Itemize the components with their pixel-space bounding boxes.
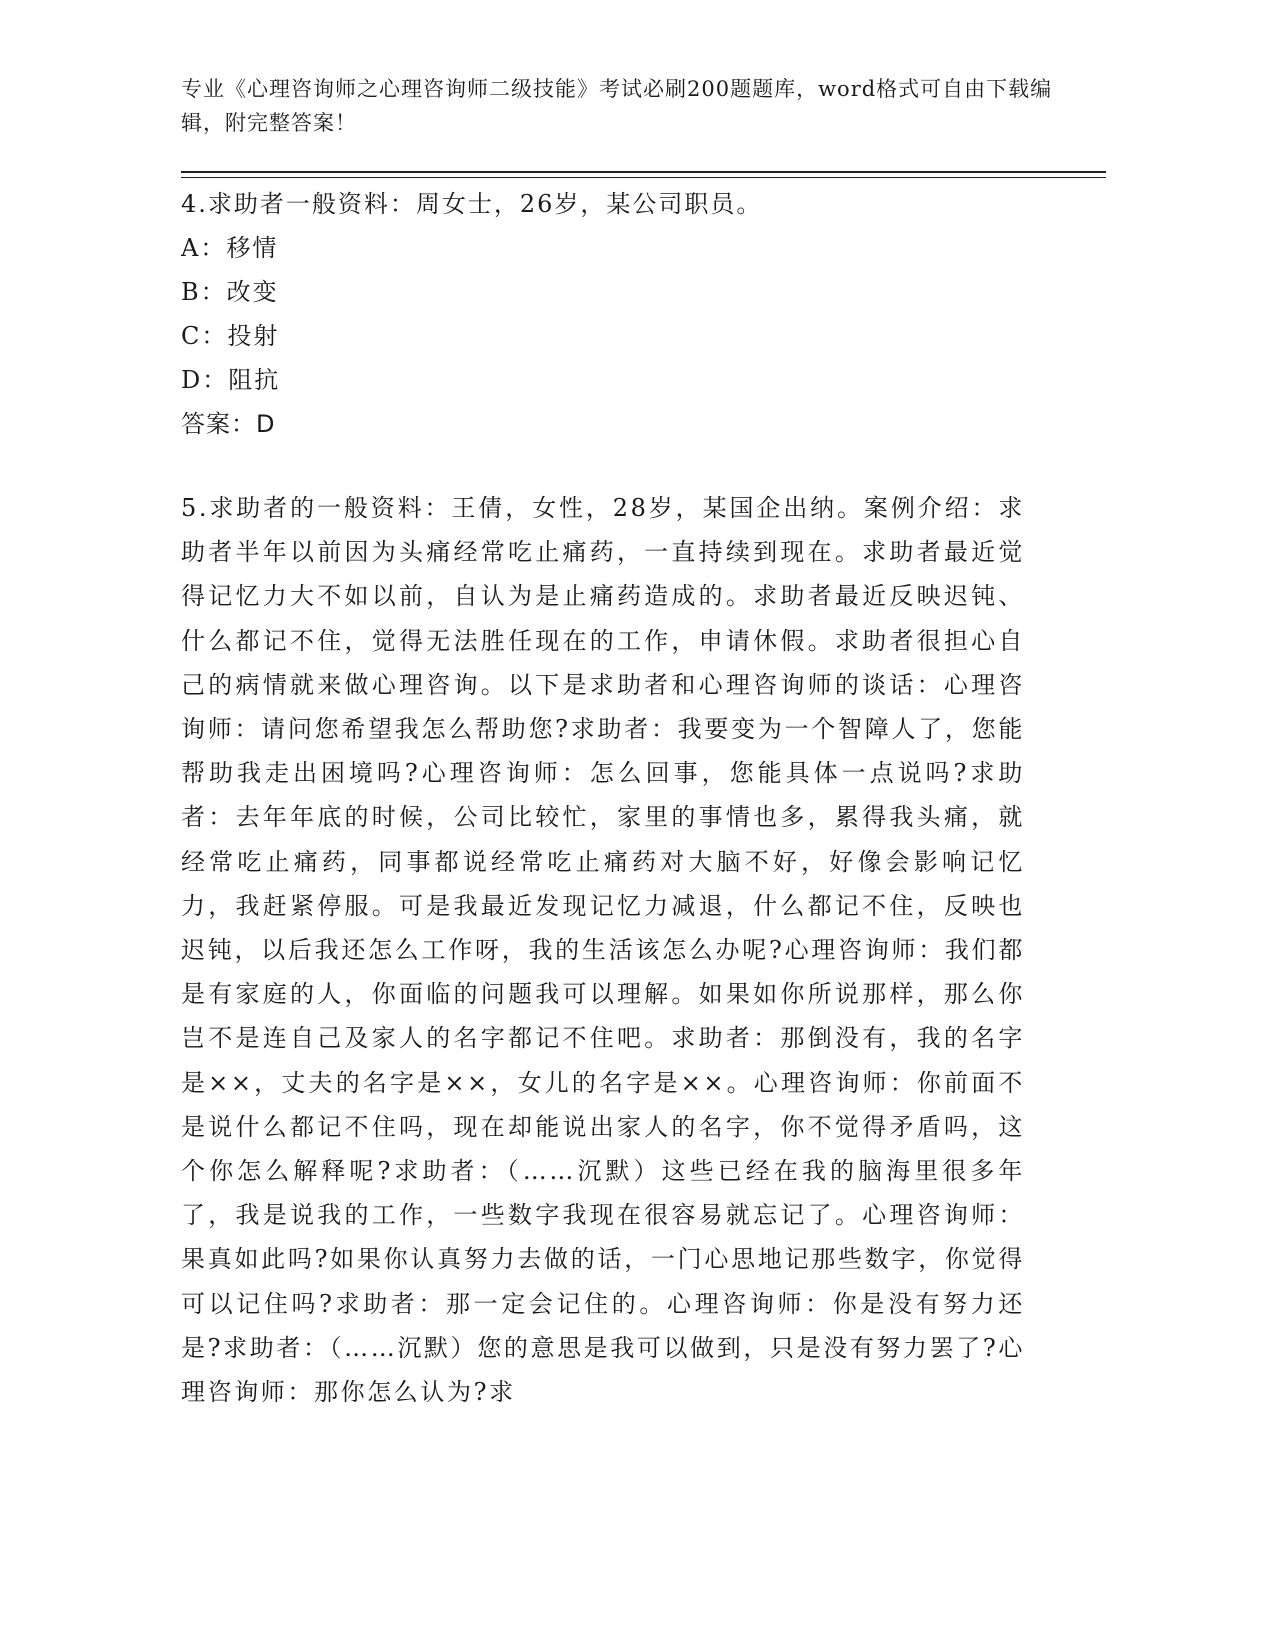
option-a: A：移情 xyxy=(181,234,279,262)
option-c: C：投射 xyxy=(181,322,280,350)
header-divider-thin xyxy=(181,177,1106,178)
option-b: B：改变 xyxy=(181,278,279,306)
question-5: 5.求助者的一般资料：王倩，女性，28岁，某国企出纳。案例介绍：求助者半年以前因为头痛经常吃止痛药，一直持续到现在。求助者最近觉得记忆力大不如以前，自认为是止痛药造成的。求助者最近反映迟钝、什么都记不住，觉得无法胜任现在的工作，申请休假。求助者很担心自己的病情就来做心理咨询。以下是求助者和心理咨询师的谈话：心理咨询师：请问您希望我怎么帮助您?求助者：我要变为一个智障人了，您能帮助我走出困境吗?心理咨询师：怎么回事，您能具体一点说吗?求助者：去年年底的时候，公司比较忙，家里的事情也多，累得我头痛，就经常吃止痛药，同事都说经常吃止痛药对大脑不好，好像会影响记忆力，我赶紧停服。可是我最近发现记忆力减退，什么都记不住，反映也迟钝，以后我还怎么工作呀，我的生活该怎么办呢?心理咨询师：我们都是有家庭的人，你面临的问题我可以理解。如果如你所说那样，那么你岂不是连自己及家人的名字都记不住吧。求助者：那倒没有，我的名字是××，丈夫的名字是××，女儿的名字是××。心理咨询师：你前面不是说什么都记不住吗，现在却能说出家人的名字，你不觉得矛盾吗，这个你怎么解释呢?求助者：（……沉默）这些已经在我的脑海里很多年了，我是说我的工作，一些数字我现在很容易就忘记了。心理咨询师：果真如此吗?如果你认真努力去做的话，一门心思地记那些数字，你觉得可以记住吗?求助者：那一定会记住的。心理咨询师：你是没有努力还是?求助者：（……沉默）您的意思是我可以做到，只是没有努力罢了?心理咨询师：那你怎么认为?求 xyxy=(181,494,1025,1407)
header-divider-thick xyxy=(181,171,1106,173)
question-4 xyxy=(181,182,1081,446)
answer-line: 答案：D xyxy=(181,410,276,438)
document-header: 专业《心理咨询师之心理咨询师二级技能》考试必刷200题题库，word格式可自由下载编辑，附完整答案！ xyxy=(181,77,1053,135)
option-d: D：阻抗 xyxy=(181,366,281,394)
question-stem: 4.求助者一般资料：周女士，26岁，某公司职员。 xyxy=(181,190,763,218)
